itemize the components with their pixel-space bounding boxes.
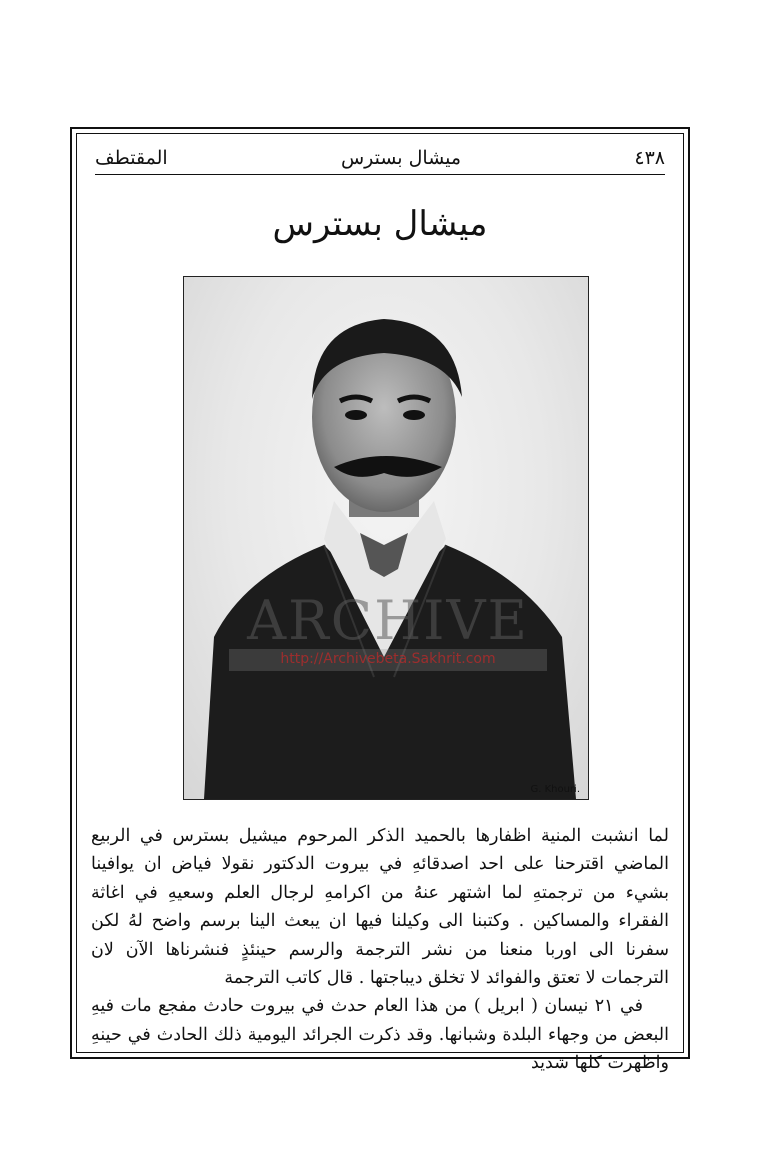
journal-name: المقتطف: [95, 147, 168, 169]
header-rule: [95, 174, 665, 175]
running-title: ميشال بسترس: [340, 147, 462, 169]
body-paragraph-2: في ٢١ نيسان ( ابريل ) من هذا العام حدث في بيروت حادث مفجع مات فيهِ البعض من وجهاء البلدة وشبانها. وقد ذكرت الجرائد اليومية ذلك الحادث في حينهِ واظهرت كلها شديد: [91, 996, 669, 1074]
page-inner-border: [76, 133, 684, 1074]
watermark-text: ARCHIVE: [247, 589, 529, 652]
article-body: [91, 822, 669, 1078]
watermark-url: http://Archivebeta.Sakhrit.com: [280, 651, 496, 667]
page-header: [95, 144, 665, 172]
portrait-photo: [183, 276, 589, 800]
page-border: [70, 127, 690, 1074]
article-title: ميشال بسترس: [272, 204, 488, 244]
body-paragraph-1: لما انشبت المنية اظفارها بالحميد الذكر المرحوم ميشيل بسترس في الربيع الماضي اقترحنا على احد اصدقائهِ في بيروت الدكتور نقولا فياض ان يوافينا بشيء من ترجمتهِ لما اشتهر عنهُ من اكرامهِ لرجال العلم وسعيهِ في اغاثة الفقراء والمساكين . وكتبنا الى وكيلنا فيها ان يبعث الينا برسم واضح لهُ لكن سفرنا الى اوربا منعنا من نشر الترجمة والرسم حينئذٍ فنشرناها الآن لان الترجمات لا تعتق والفوائد لا تخلق ديباجتها . قال كاتب الترجمة: [91, 826, 669, 989]
page-number: ٤٣٨: [634, 147, 665, 169]
portrait-figure: [184, 277, 588, 799]
photo-credit: G. Khouri.: [530, 784, 580, 795]
